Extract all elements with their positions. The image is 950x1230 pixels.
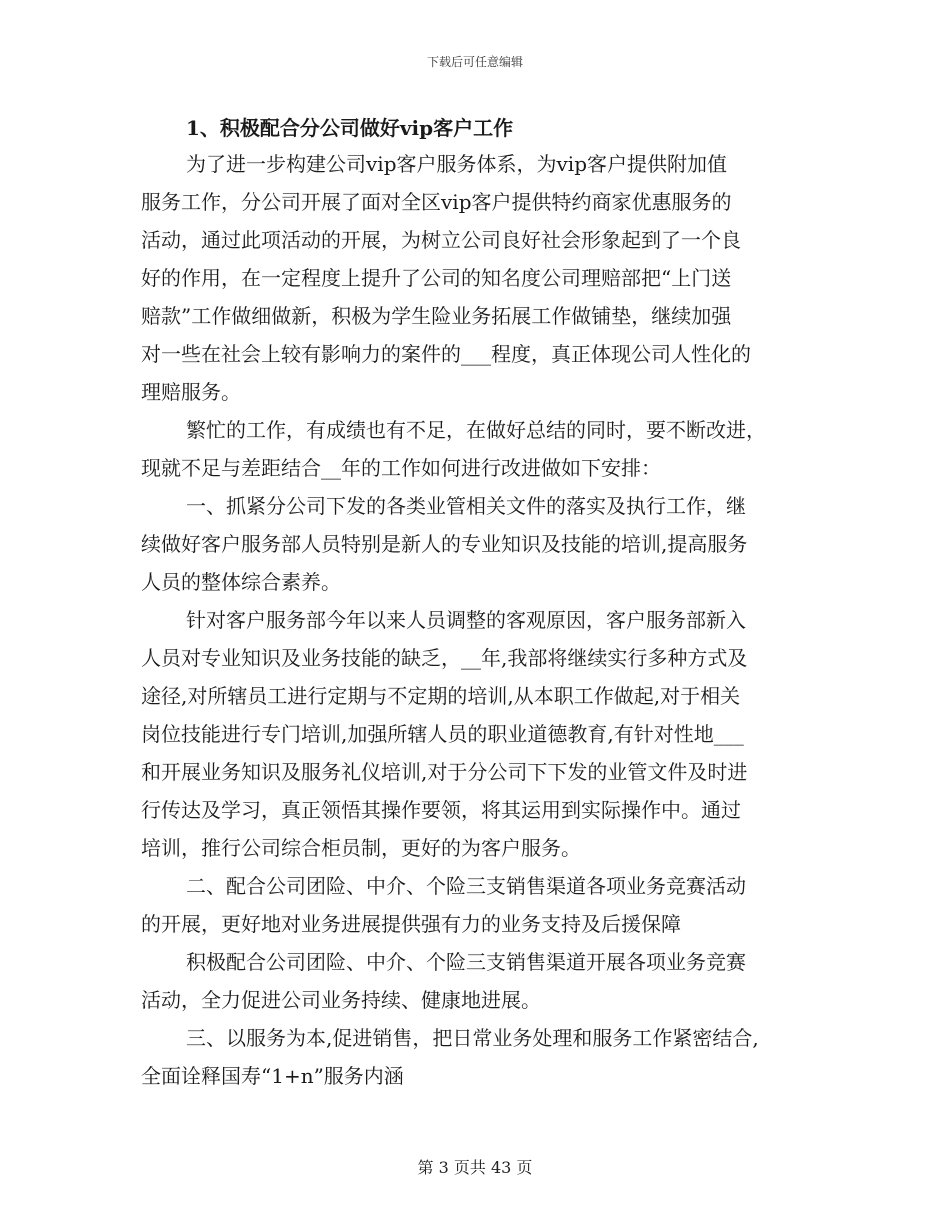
- text-line: 续做好客户服务部人员特别是新人的专业知识及技能的培训,提高服务: [141, 532, 748, 556]
- text-line: 活动，全力促进公司业务持续、健康地进展。: [141, 988, 541, 1012]
- text-line: 岗位技能进行专门培训,加强所辖人员的职业道德教育,有针对性地___: [141, 722, 744, 746]
- text-line: 现就不足与差距结合__年的工作如何进行改进做如下安排：: [141, 456, 661, 480]
- page-header: 下载后可任意编辑: [426, 55, 523, 69]
- text-line: 途径,对所辖员工进行定期与不定期的培训,从本职工作做起,对于相关: [141, 684, 741, 708]
- text-line: 为了进一步构建公司vip客户服务体系，为vip客户提供附加值: [186, 152, 727, 176]
- text-line: 理赔服务。: [141, 380, 241, 404]
- text-line: 三、以服务为本,促进销售，把日常业务处理和服务工作紧密结合,: [186, 1026, 759, 1050]
- text-line: 赔款”工作做细做新，积极为学生险业务拓展工作做铺垫，继续加强: [141, 304, 732, 328]
- text-line: 培训，推行公司综合柜员制，更好的为客户服务。: [141, 836, 581, 860]
- text-line: 行传达及学习，真正领悟其操作要领，将其运用到实际操作中。通过: [141, 798, 741, 822]
- text-line: 全面诠释国寿“1+n”服务内涵: [141, 1064, 404, 1088]
- text-line: 活动，通过此项活动的开展，为树立公司良好社会形象起到了一个良: [141, 228, 741, 252]
- text-line: 人员对专业知识及业务技能的缺乏，__年,我部将继续实行多种方式及: [141, 646, 748, 670]
- text-line: 针对客户服务部今年以来人员调整的客观原因，客户服务部新入: [186, 608, 746, 632]
- text-line: 对一些在社会上较有影响力的案件的___程度，真正体现公司人性化的: [141, 342, 751, 366]
- text-line: 人员的整体综合素养。: [141, 570, 341, 594]
- text-line: 二、配合公司团险、中介、个险三支销售渠道各项业务竞赛活动: [186, 874, 746, 898]
- text-line: 一、抓紧分公司下发的各类业管相关文件的落实及执行工作，继: [186, 494, 746, 518]
- text-line: 积极配合公司团险、中介、个险三支销售渠道开展各项业务竞赛: [186, 950, 746, 974]
- text-line: 好的作用，在一定程度上提升了公司的知名度公司理赔部把“上门送: [141, 266, 732, 290]
- text-line: 的开展，更好地对业务进展提供强有力的业务支持及后援保障: [141, 912, 681, 936]
- text-line: 繁忙的工作，有成绩也有不足，在做好总结的同时，要不断改进，: [186, 418, 766, 442]
- text-line: 服务工作，分公司开展了面对全区vip客户提供特约商家优惠服务的: [141, 190, 732, 214]
- page-footer: 第 3 页共 43 页: [417, 1158, 533, 1177]
- text-line: 和开展业务知识及服务礼仪培训,对于分公司下下发的业管文件及时进: [141, 760, 748, 784]
- section-heading: 1、积极配合分公司做好vip客户工作: [186, 116, 514, 140]
